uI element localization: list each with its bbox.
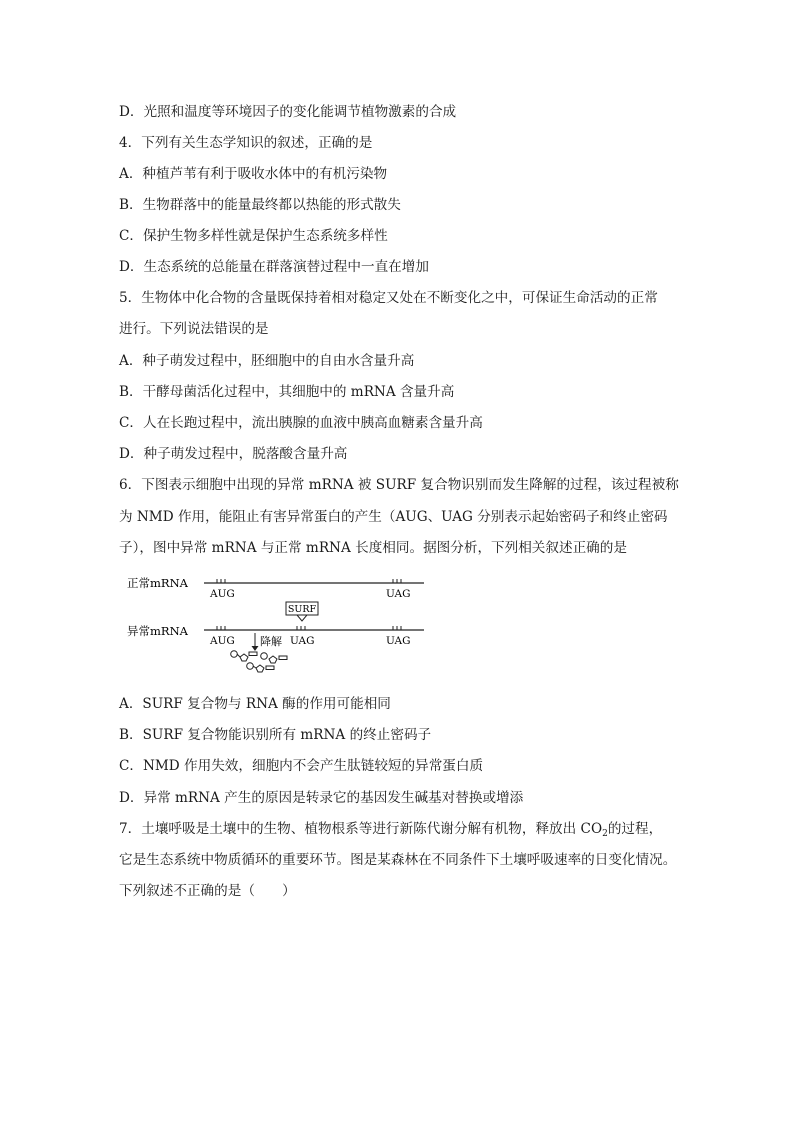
abnormal-mrna-label: 异常mRNA bbox=[127, 624, 188, 638]
degrade-label: 降解 bbox=[260, 635, 282, 648]
degrade-arrow-head bbox=[252, 646, 259, 651]
q6-option-b: B．SURF 复合物能识别所有 mRNA 的终止密码子 bbox=[119, 727, 432, 743]
q7-stem-line2: 它是生态系统中物质循环的重要环节。图是某森林在不同条件下土壤呼吸速率的日变化情况。 bbox=[119, 852, 677, 868]
q4-option-a: A．种植芦苇有利于吸收水体中的有机污染物 bbox=[119, 166, 388, 182]
q7-stem-line3: 下列叙述不正确的是（ ） bbox=[119, 883, 296, 899]
q7-stem-line1-part2: 的过程， bbox=[607, 821, 663, 837]
surf-binding-pointer bbox=[297, 615, 307, 621]
q6-option-a: A．SURF 复合物与 RNA 酶的作用可能相同 bbox=[119, 696, 391, 712]
q7-stem-line1-part1: 7．土壤呼吸是土壤中的生物、植物根系等进行新陈代谢分解有机物，释放出 CO bbox=[119, 821, 603, 837]
abnormal-premature-uag-label: UAG bbox=[290, 635, 315, 647]
q5-option-c: C．人在长跑过程中，流出胰腺的血液中胰高血糖素含量升高 bbox=[119, 415, 483, 431]
q4-option-d: D．生态系统的总能量在群落演替过程中一直在增加 bbox=[119, 259, 429, 275]
abnormal-uag-label: UAG bbox=[386, 635, 411, 647]
mrna-diagram-svg bbox=[119, 570, 439, 680]
surf-label: SURF bbox=[287, 604, 317, 615]
abnormal-aug-label: AUG bbox=[210, 635, 235, 647]
normal-aug-label: AUG bbox=[210, 588, 235, 600]
q5-stem-line1: 5．生物体中化合物的含量既保持着相对稳定又处在不断变化之中，可保证生命活动的正常 bbox=[119, 290, 658, 306]
q6-option-d: D．异常 mRNA 产生的原因是转录它的基因发生碱基对替换或增添 bbox=[119, 790, 524, 806]
q4-option-c: C．保护生物多样性就是保护生态系统多样性 bbox=[119, 228, 388, 244]
q5-option-b: B．干酵母菌活化过程中，其细胞中的 mRNA 含量升高 bbox=[119, 384, 455, 400]
q7-stem-line1 bbox=[119, 820, 699, 843]
co2-subscript: 2 bbox=[602, 829, 608, 839]
q4-stem: 4．下列有关生态学知识的叙述，正确的是 bbox=[119, 135, 373, 151]
q5-stem-line2: 进行。下列说法错误的是 bbox=[119, 321, 269, 337]
q6-stem-line3: 子），图中异常 mRNA 与正常 mRNA 长度相同。据图分析，下列相关叙述正确的是 bbox=[119, 540, 627, 556]
normal-mrna-label: 正常mRNA bbox=[127, 576, 188, 590]
q5-option-a: A．种子萌发过程中，胚细胞中的自由水含量升高 bbox=[119, 353, 415, 369]
mrna-diagram bbox=[119, 570, 439, 680]
normal-uag-label: UAG bbox=[386, 588, 411, 600]
q5-option-d: D．种子萌发过程中，脱落酸含量升高 bbox=[119, 446, 348, 462]
q4-option-b: B．生物群落中的能量最终都以热能的形式散失 bbox=[119, 197, 401, 213]
q6-stem-line1: 6．下图表示细胞中出现的异常 mRNA 被 SURF 复合物识别而发生降解的过程，该过程被称 bbox=[119, 477, 679, 493]
q6-option-c: C．NMD 作用失效，细胞内不会产生肽链较短的异常蛋白质 bbox=[119, 758, 484, 774]
q6-stem-line2: 为 NMD 作用，能阻止有害异常蛋白的产生（AUG、UAG 分别表示起始密码子和终止密码 bbox=[119, 509, 668, 525]
q3-option-d: D．光照和温度等环境因子的变化能调节植物激素的合成 bbox=[119, 104, 457, 120]
degraded-fragments bbox=[231, 651, 287, 672]
